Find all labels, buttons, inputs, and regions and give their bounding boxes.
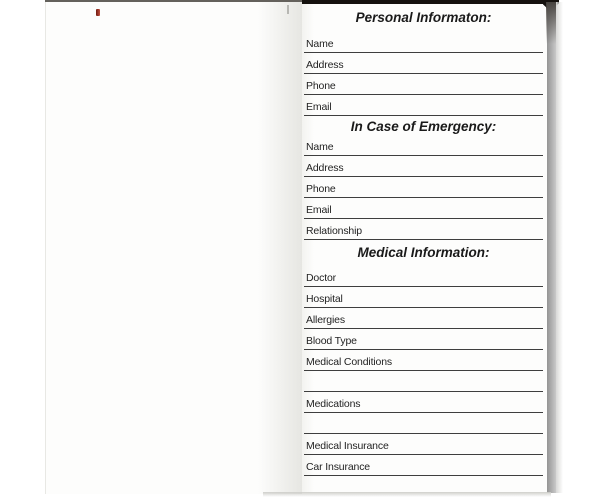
page-edge-shadow-fade — [556, 2, 563, 493]
field-label: Address — [306, 162, 344, 174]
page-gutter-shadow — [258, 2, 302, 494]
section-title: In Case of Emergency: — [350, 119, 497, 134]
form-line — [304, 74, 543, 95]
section-in-case-of-emergency — [304, 119, 543, 240]
page-edge-shadow-top — [546, 2, 556, 44]
form-line — [304, 287, 543, 308]
red-pen-mark-icon — [96, 9, 100, 16]
field-label: Medical Insurance — [306, 440, 389, 452]
section-personal-information — [304, 10, 543, 116]
field-label: Relationship — [306, 225, 362, 237]
section-rows — [304, 135, 543, 240]
form-line — [304, 32, 543, 53]
notebook-cover-top-edge — [45, 0, 302, 2]
form-line-blank — [304, 413, 543, 434]
field-label: Doctor — [306, 272, 337, 284]
form-right-page — [302, 2, 547, 492]
field-label: Car Insurance — [306, 461, 370, 473]
form-line — [304, 308, 543, 329]
form-line — [304, 95, 543, 116]
field-label: Allergies — [306, 314, 345, 326]
form-line — [304, 219, 543, 240]
form-line — [304, 198, 543, 219]
notebook-cover-top-edge — [302, 0, 549, 4]
form-line — [304, 53, 543, 74]
field-label: Medications — [306, 398, 361, 410]
form-line — [304, 350, 543, 371]
section-rows — [304, 266, 543, 476]
section-rows — [304, 32, 543, 116]
form-line — [304, 392, 543, 413]
form-line — [304, 135, 543, 156]
section-title: Medical Information: — [357, 245, 490, 260]
form-line — [304, 156, 543, 177]
form-line — [304, 329, 543, 350]
section-medical-information — [304, 245, 543, 476]
form-line — [304, 434, 543, 455]
section-title: Personal Informaton: — [355, 10, 492, 25]
personal-info-form — [304, 2, 543, 492]
form-line — [304, 266, 543, 287]
field-label: Name — [306, 141, 334, 153]
field-label: Hospital — [306, 293, 343, 305]
field-label: Name — [306, 38, 334, 50]
page-bottom-edge-shadow — [263, 492, 551, 497]
field-label: Email — [306, 204, 332, 216]
form-line-blank — [304, 371, 543, 392]
field-label: Email — [306, 101, 332, 113]
field-label: Address — [306, 59, 344, 71]
field-label: Phone — [306, 80, 336, 92]
form-line — [304, 455, 543, 476]
field-label: Phone — [306, 183, 336, 195]
page-edge-shadow — [547, 2, 556, 493]
form-line — [304, 177, 543, 198]
field-label: Medical Conditions — [306, 356, 393, 368]
gutter-fold-mark — [287, 5, 289, 14]
field-label: Blood Type — [306, 335, 357, 347]
